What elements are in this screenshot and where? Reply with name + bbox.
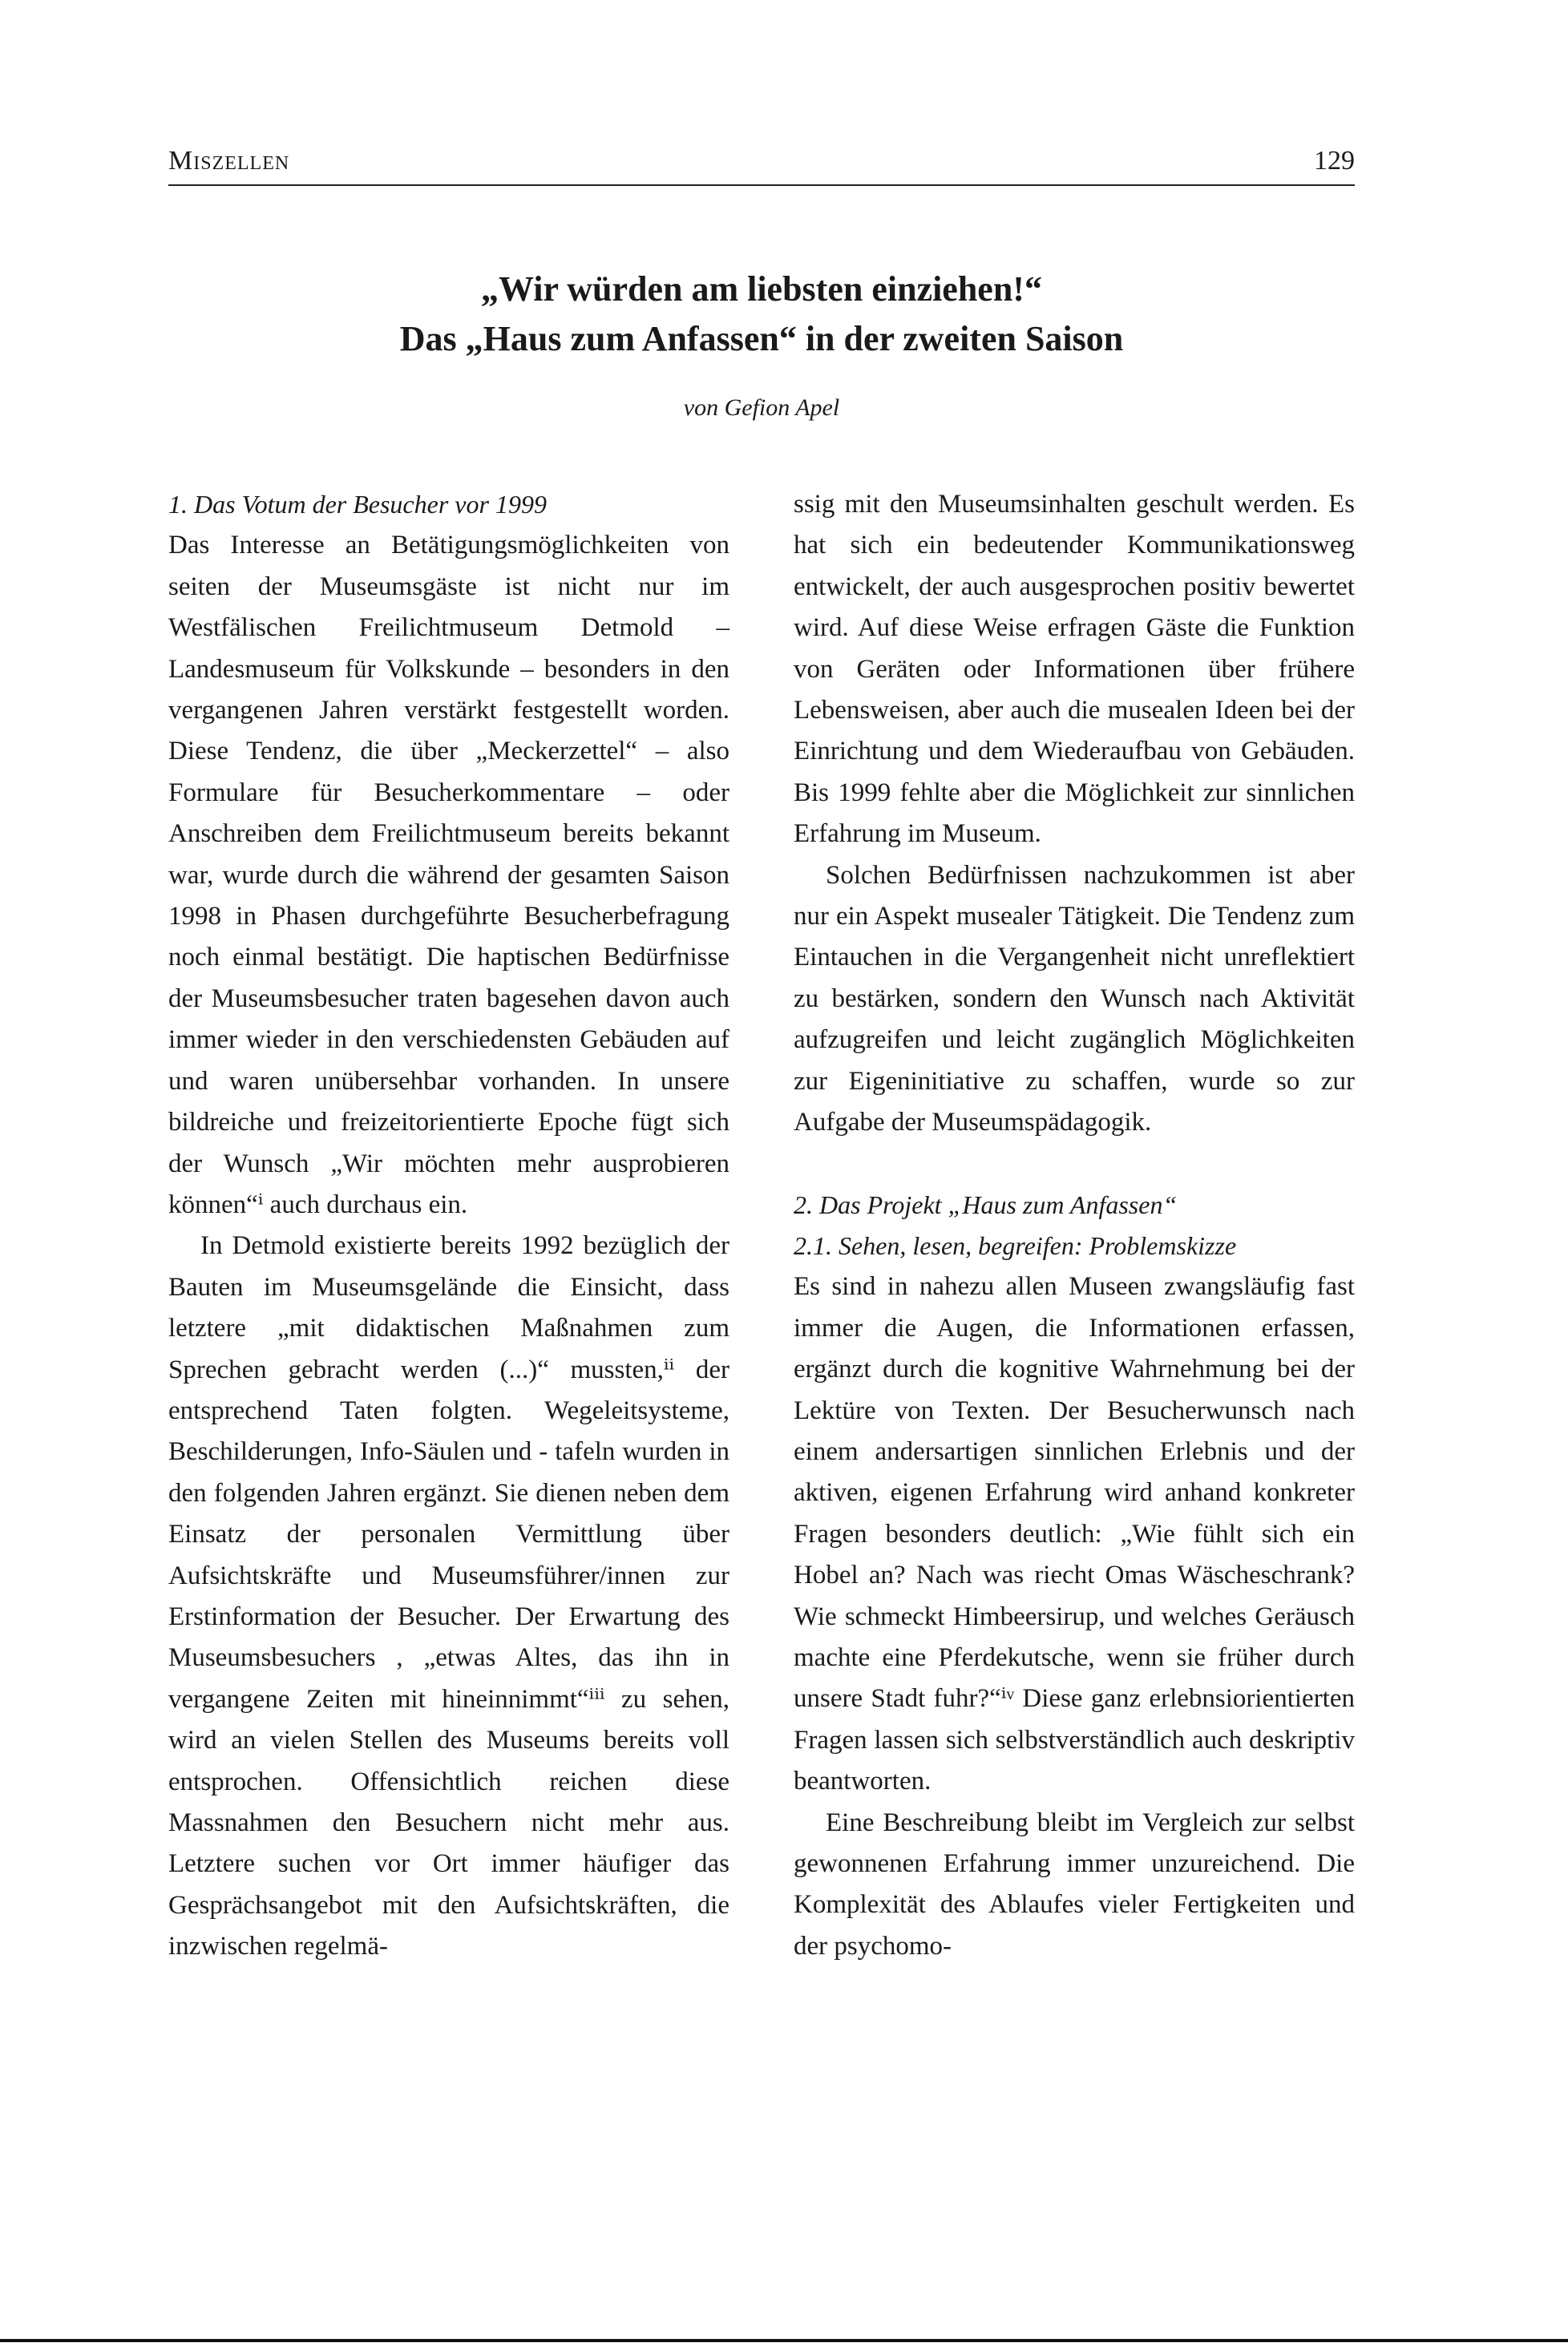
section-heading-1: 1. Das Votum der Besucher vor 1999 <box>168 490 547 519</box>
left-column <box>168 484 729 1968</box>
scan-bottom-edge <box>0 2339 1568 2342</box>
paragraph: Es sind in nahezu allen Museen zwangsläufig fast immer die Augen, die Informationen erfassen, ergänzt durch die kognitive Wahrnehmung bei der Lektüre von Texten. Der Besucherwunsch nach einem andersartigen sinnlichen Erlebnis und der aktiven, eigenen Erfahrung wird anhand konkreter Fragen besonders deutlich: „Wie fühlt sich ein Hobel an? Nach was riecht Omas Wäscheschrank? Wie schmeckt Himbeersirup, und welches Geräusch machte eine Pferdekutsche, wenn sie früher durch unsere Stadt fuhr?“ⁱᵛ Diese ganz erlebnsiorientierten Fragen lassen sich selbstverständlich auch deskriptiv beantworten. <box>794 1272 1355 1796</box>
article-subtitle: Das „Haus zum Anfassen“ in der zweiten Saison <box>399 319 1124 358</box>
page-number: 129 <box>1314 146 1355 176</box>
paragraph: ssig mit den Museumsinhalten geschult werden. Es hat sich ein bedeutender Kommunikationsweg entwickelt, der auch ausgesprochen positiv bewertet wird. Auf diese Weise erfragen Gäste die Funktion von Geräten oder Informationen über frühere Lebensweisen, aber auch die musealen Ideen bei der Einrichtung und dem Wiederaufbau von Gebäuden. Bis 1999 fehlte aber die Möglichkeit zur sinnlichen Erfahrung im Museum. <box>794 490 1355 849</box>
page-header <box>168 135 1355 186</box>
running-title: Miszellen <box>168 146 290 176</box>
section-heading-2: 2. Das Projekt „Haus zum Anfassen“ <box>794 1190 1178 1219</box>
right-column <box>794 484 1355 1967</box>
paragraph: Eine Beschreibung bleibt im Vergleich zur selbst gewonnenen Erfahrung immer unzureichend. Die Komplexität des Ablaufes vieler Fertigkeiten und der psychomo- <box>794 1808 1355 1961</box>
article-title-block <box>168 265 1355 422</box>
section-spacer <box>794 1144 1355 1185</box>
paragraph: In Detmold existierte bereits 1992 bezüglich der Bauten im Museumsgelände die Einsicht, dass letztere „mit didaktischen Maßnahmen zum Sprechen gebracht werden (...)“ mussten,ⁱⁱ der entsprechend Taten folgten. Wegeleitsysteme, Beschilderungen, Info-Säulen und - tafeln wurden in den folgenden Jahren ergänzt. Sie dienen neben dem Einsatz der personalen Vermittlung über Aufsichtskräfte und Museumsführer/innen zur Erstinformation der Besucher. Der Erwartung des Museumsbesuchers , „etwas Altes, das ihn in vergangene Zeiten mit hineinnimmt“ⁱⁱⁱ zu sehen, wird an vielen Stellen des Museums bereits voll entsprochen. Offensichtlich reichen diese Massnahmen den Besuchern nicht mehr aus. Letztere suchen vor Ort immer häufiger das Gesprächsangebot mit den Aufsichtskräften, die inzwischen regelmä- <box>168 1231 729 1961</box>
section-heading-2-1: 2.1. Sehen, lesen, begreifen: Problemskizze <box>794 1230 1237 1260</box>
article-author: von Gefion Apel <box>683 394 840 421</box>
paragraph: Solchen Bedürfnissen nachzukommen ist aber nur ein Aspekt musealer Tätigkeit. Die Tendenz zum Eintauchen in die Vergangenheit nicht unreflektiert zu bestärken, sondern den Wunsch nach Aktivität aufzugreifen und leicht zugänglich Möglichkeiten zur Eigeninitiative zu schaffen, wurde so zur Aufgabe der Museumspädagogik. <box>794 860 1355 1137</box>
paragraph: Das Interesse an Betätigungsmöglichkeiten von seiten der Museumsgäste ist nicht nur im Westfälischen Freilichtmuseum Detmold – Landesmuseum für Volkskunde – besonders in den vergangenen Jahren verstärkt festgestellt worden. Diese Tendenz, die über „Meckerzettel“ – also Formulare für Besucherkommentare – oder Anschreiben dem Freilichtmuseum bereits bekannt war, wurde durch die während der gesamten Saison 1998 in Phasen durchgeführte Besucherbefragung noch einmal bestätigt. Die haptischen Bedürfnisse der Museumsbesucher traten bagesehen davon auch immer wieder in den verschiedensten Gebäuden auf und waren unübersehbar vorhanden. In unsere bildreiche und freizeitorientierte Epoche fügt sich der Wunsch „Wir möchten mehr ausprobieren können“ⁱ auch durchaus ein. <box>168 531 729 1219</box>
article-title: „Wir würden am liebsten einziehen!“ <box>481 269 1042 309</box>
